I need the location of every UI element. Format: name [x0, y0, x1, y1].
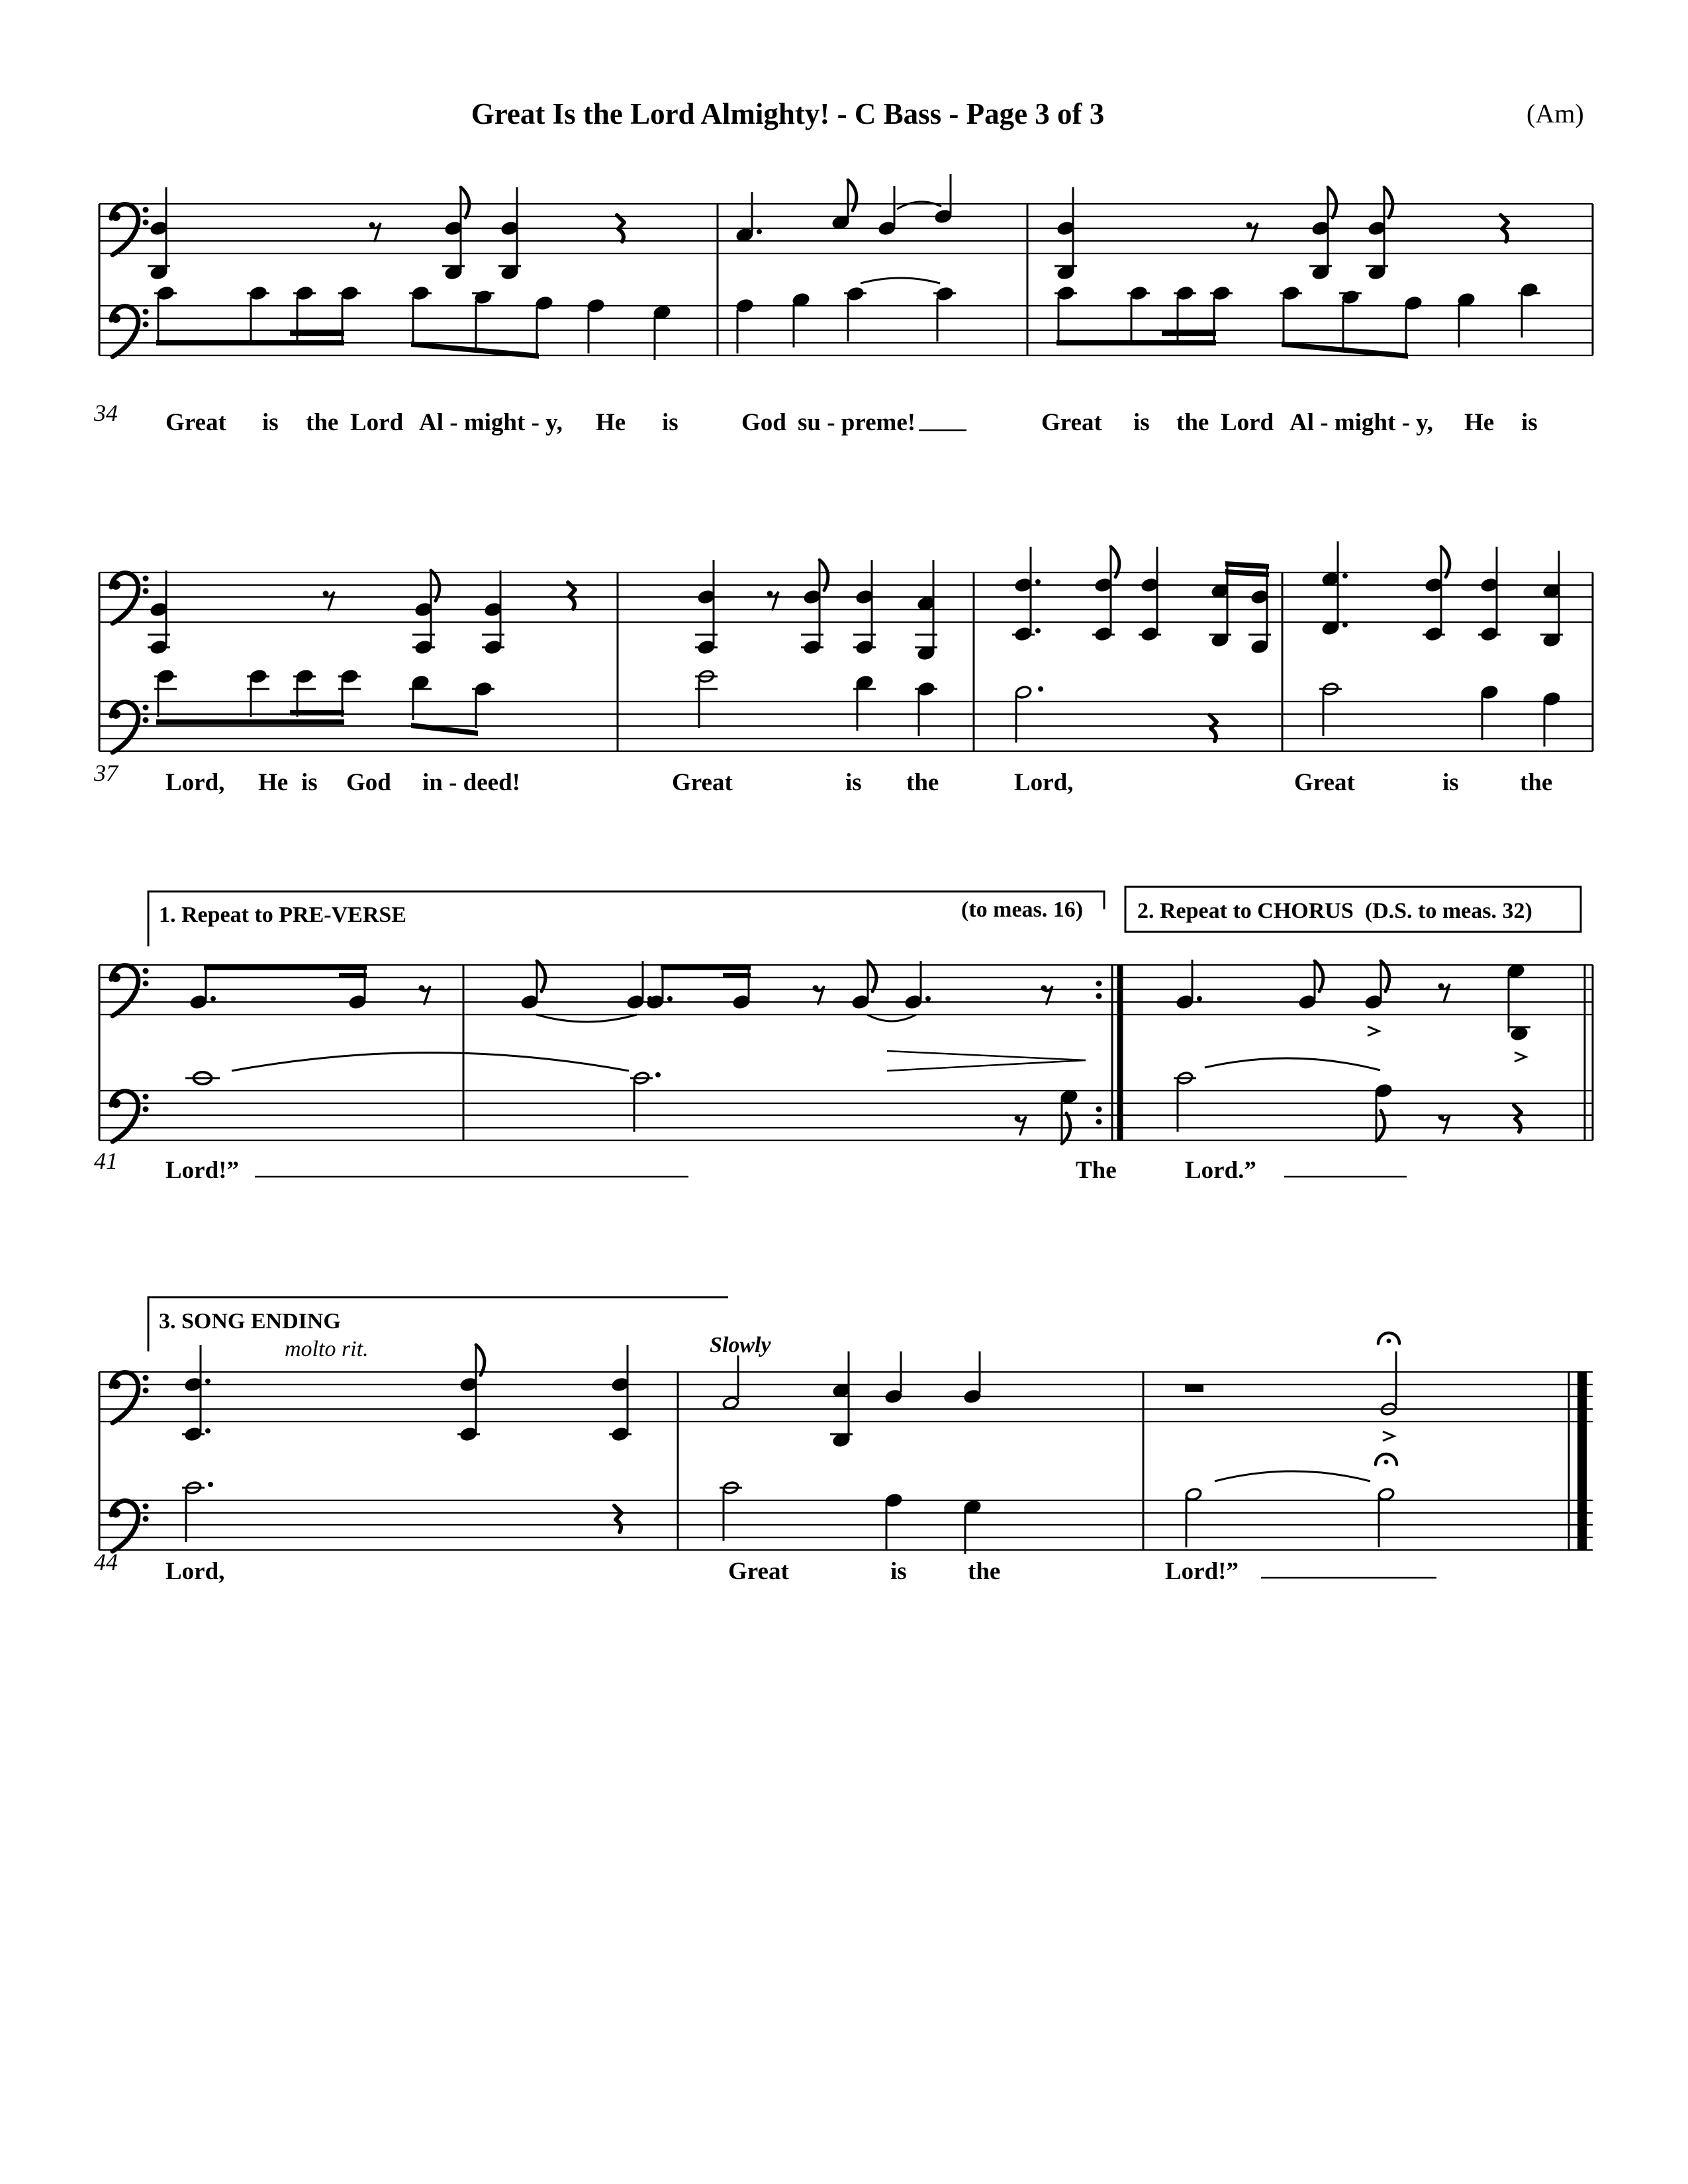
direction-label: molto rit.: [285, 1337, 369, 1361]
lyric-word: Lord.”: [1185, 1157, 1256, 1184]
lyric-word: The: [1076, 1157, 1117, 1184]
note-heads: [150, 209, 1560, 1514]
lyric-word: Al - might - y,: [1289, 409, 1433, 436]
lyric-word: is: [890, 1558, 907, 1585]
lyric-word: God: [741, 409, 786, 436]
direction-label: 3. SONG ENDING: [159, 1309, 341, 1334]
lyric-word: He: [1464, 409, 1495, 436]
lyric-word: is: [845, 769, 862, 796]
lyric-word: Lord!”: [165, 1157, 239, 1184]
lyric-word: Great: [728, 1558, 789, 1585]
lyric-word: the: [906, 769, 939, 796]
lyric-word: in - deed!: [422, 769, 520, 796]
lyric-word: Lord: [350, 409, 404, 436]
ties-and-slurs: [232, 202, 1380, 1481]
ledger-lines: [148, 266, 1563, 1488]
lyric-word: Great: [165, 409, 226, 436]
lyric-word: Al - might - y,: [419, 409, 563, 436]
lyric-word: is: [1442, 769, 1459, 796]
lyric-word: He: [258, 769, 289, 796]
lyric-word: the: [306, 409, 339, 436]
lyric-word: Great: [672, 769, 733, 796]
lyric-word: su - preme!: [798, 409, 916, 436]
lyric-word: Lord,: [1014, 769, 1074, 796]
measure-number: 37: [94, 760, 118, 786]
lyric-word: Lord: [1221, 409, 1274, 436]
direction-label: Slowly: [710, 1333, 771, 1357]
lyric-word: is: [1521, 409, 1538, 436]
barlines-and-stems: [99, 174, 1593, 1578]
lyric-word: Lord,: [165, 769, 225, 796]
volta-brackets: [148, 887, 1581, 1351]
lyric-word: the: [968, 1558, 1001, 1585]
lyric-word: is: [1133, 409, 1150, 436]
lyric-word: Great: [1294, 769, 1355, 796]
measure-number: 41: [94, 1148, 118, 1174]
direction-label: (to meas. 16): [961, 897, 1084, 922]
chord-key-label: (Am): [1526, 99, 1584, 128]
lyric-word: Great: [1041, 409, 1102, 436]
lyric-word: the: [1176, 409, 1209, 436]
page-title: Great Is the Lord Almighty! - C Bass - Page 3 of 3: [471, 97, 1105, 130]
lyric-word: He: [596, 409, 626, 436]
lyric-word: the: [1520, 769, 1553, 796]
measure-number: 34: [94, 400, 118, 426]
lyric-word: God: [346, 769, 391, 796]
lyric-word: Lord!”: [1165, 1558, 1239, 1585]
direction-label: 2. Repeat to CHORUS (D.S. to meas. 32): [1137, 899, 1532, 923]
measure-number: 44: [94, 1549, 118, 1575]
lyric-word: Lord,: [165, 1558, 225, 1585]
lyric-word: is: [301, 769, 318, 796]
lyric-word: is: [262, 409, 279, 436]
direction-label: 1. Repeat to PRE-VERSE: [159, 903, 406, 927]
lyric-word: is: [662, 409, 679, 436]
